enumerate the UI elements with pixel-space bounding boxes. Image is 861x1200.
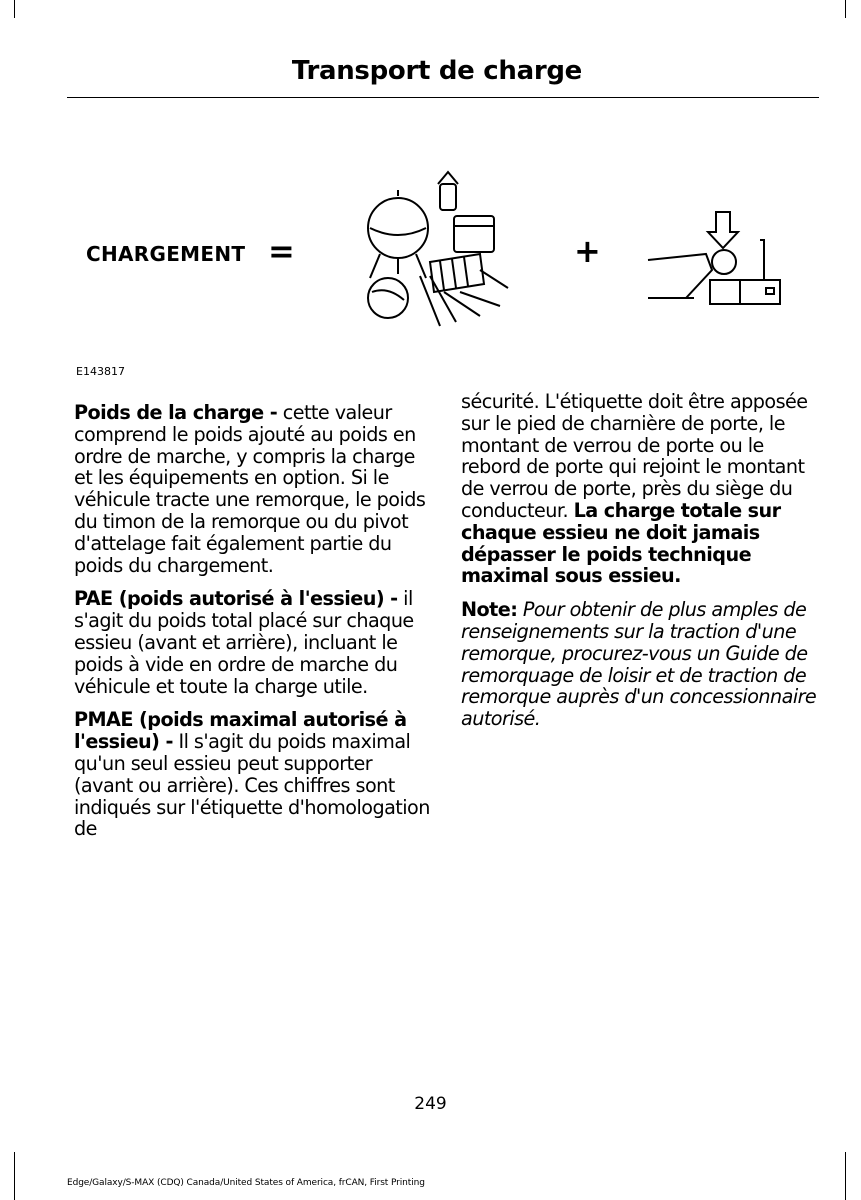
text-label-location: sécurité. L'étiquette doit être apposée sur le pied de charnière de porte, le montant de verrou de porte ou le rebord de porte qui rejoint le montant de verrou de porte, près du siège du conducteur. (461, 390, 808, 522)
paragraph-note (461, 599, 821, 730)
equals-sign: = (268, 232, 295, 270)
figure-code: E143817 (76, 365, 125, 378)
paragraph-label-continued (461, 391, 821, 587)
right-column (461, 391, 821, 742)
crop-mark-top-right (845, 0, 846, 18)
note-text: Pour obtenir de plus amples de renseignements sur la traction d'une remorque, procurez-vous un Guide de remorquage de loisir et de traction de remorque auprès d'un concessionnaire autorisé. (461, 598, 817, 731)
cargo-items-icon (360, 166, 520, 336)
paragraph-load-weight (74, 402, 434, 576)
text-load-weight: cette valeur comprend le poids ajouté au poids en ordre de marche, y compris la charge et les équipements en option. Si le véhicule tracte une remorque, le poids du timon de la remorque ou du pivot d'attelage fait également partie du poids du chargement. (74, 401, 426, 577)
crop-mark-top-left (14, 0, 15, 18)
note-label: Note: (461, 598, 518, 622)
load-illustration (80, 158, 800, 348)
term-pae: PAE (poids autorisé à l'essieu) - (74, 587, 398, 611)
term-load-weight: Poids de la charge - (74, 401, 278, 424)
figure-label: CHARGEMENT (86, 242, 246, 266)
trailer-hitch-icon (646, 210, 786, 310)
paragraph-pmae (74, 709, 434, 840)
header-divider (67, 97, 819, 98)
text-pae: il s'agit du poids total placé sur chaque essieu (avant et arrière), incluant le poids à vide en ordre de marche du véhicule et toute la charge utile. (74, 587, 414, 698)
crop-mark-bottom-left (14, 1152, 15, 1200)
text-pmae: Il s'agit du poids maximal qu'un seul essieu peut supporter (avant ou arrière). Ces chiffres sont indiqués sur l'étiquette d'homologation de (74, 730, 430, 841)
crop-mark-bottom-right (845, 1152, 846, 1200)
plus-sign: + (574, 232, 601, 270)
left-column (74, 402, 434, 852)
warning-axle-load: La charge totale sur chaque essieu ne doit jamais dépasser le poids technique maximal sous essieu. (461, 498, 781, 588)
footer-text: Edge/Galaxy/S-MAX (CDQ) Canada/United States of America, frCAN, First Printing (67, 1178, 425, 1188)
page-number: 249 (414, 1094, 447, 1114)
term-pmae: PMAE (poids maximal autorisé à l'essieu) - (74, 708, 407, 754)
paragraph-pae (74, 588, 434, 697)
page-title: Transport de charge (291, 56, 582, 86)
